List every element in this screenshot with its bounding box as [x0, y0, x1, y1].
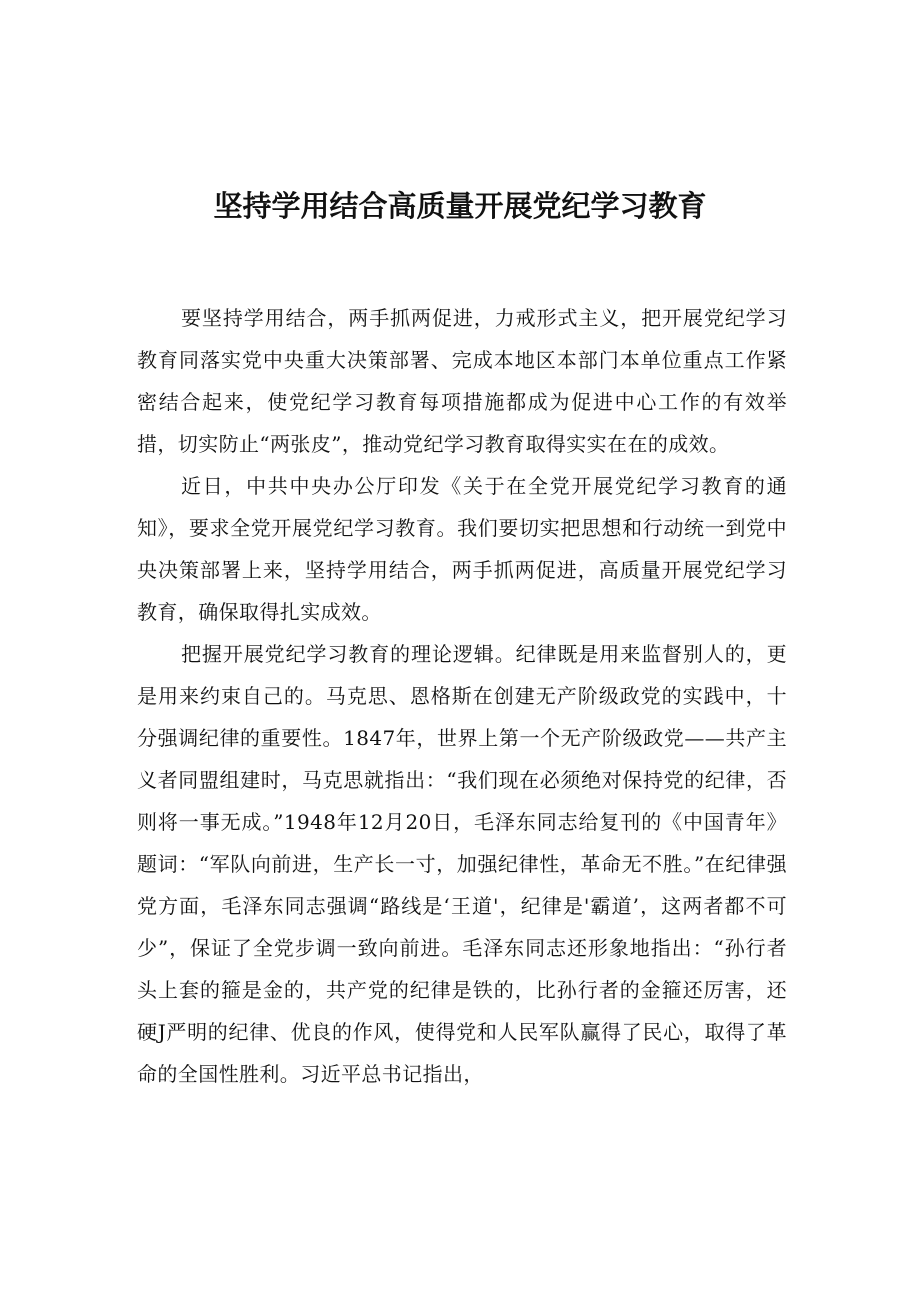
document-body [137, 297, 787, 1095]
paragraph-1: 要坚持学用结合，两手抓两促进，力戒形式主义，把开展党纪学习教育同落实党中央重大决策部署、完成本地区本部门本单位重点工作紧密结合起来，使党纪学习教育每项措施都成为促进中心工作的有效举措，切实防止“两张皮”，推动党纪学习教育取得实实在在的成效。 [137, 306, 787, 456]
paragraph-3: 把握开展党纪学习教育的理论逻辑。纪律既是用来监督别人的，更是用来约束自己的。马克思、恩格斯在创建无产阶级政党的实践中，十分强调纪律的重要性。1847年，世界上第一个无产阶级政党——共产主义者同盟组建时，马克思就指出：“我们现在必须绝对保持党的纪律，否则将一事无成。”1948年12月20日，毛泽东同志给复刊的《中国青年》题词：“军队向前进，生产长一寸，加强纪律性，革命无不胜。”在纪律强党方面，毛泽东同志强调“路线是‘王道'，纪律是'霸道’，这两者都不可少”，保证了全党步调一致向前进。毛泽东同志还形象地指出：“孙行者头上套的箍是金的，共产党的纪律是铁的，比孙行者的金箍还厉害，还硬J严明的纪律、优良的作风，使得党和人民军队赢得了民心，取得了革命的全国性胜利。习近平总书记指出， [137, 642, 787, 1086]
paragraph-2: 近日，中共中央办公厅印发《关于在全党开展党纪学习教育的通知》，要求全党开展党纪学习教育。我们要切实把思想和行动统一到党中央决策部署上来，坚持学用结合，两手抓两促进，高质量开展党纪学习教育，确保取得扎实成效。 [137, 474, 787, 624]
document-title: 坚持学用结合高质量开展党纪学习教育 [213, 189, 707, 223]
